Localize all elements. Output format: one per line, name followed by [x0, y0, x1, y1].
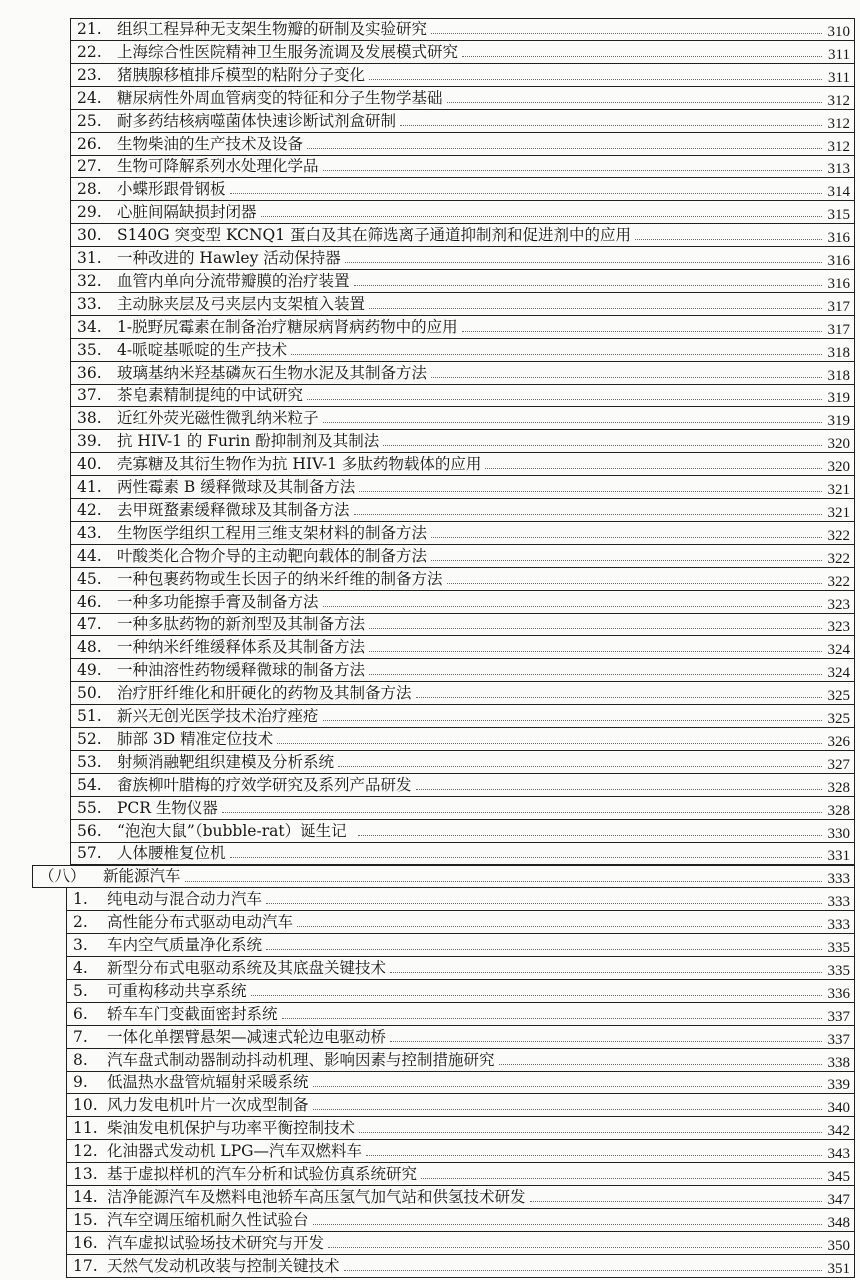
entry-number: 23. — [77, 65, 102, 84]
entry-title: 1-脱野尻霉素在制备治疗糖尿病肾病药物中的应用 — [117, 317, 458, 336]
page-number: 333 — [827, 917, 850, 934]
entry-title: 主动脉夹层及弓夹层内支架植入装置 — [117, 294, 366, 313]
page-number: 316 — [827, 230, 850, 247]
page-number: 348 — [827, 1214, 850, 1231]
toc-entry[interactable] — [66, 911, 855, 934]
entry-number: 40. — [77, 455, 102, 474]
page-number: 322 — [827, 573, 850, 590]
entry-title: 畲族柳叶腊梅的疗效学研究及系列产品研发 — [117, 775, 412, 794]
page-number: 314 — [827, 184, 850, 201]
entry-number: 47. — [77, 615, 102, 634]
entry-number: 6. — [73, 1004, 88, 1023]
toc-entry[interactable] — [70, 339, 855, 362]
dot-leader — [338, 766, 822, 767]
page-number: 318 — [827, 344, 850, 361]
entry-number: 14. — [73, 1187, 98, 1206]
entry-number: 8. — [73, 1050, 88, 1069]
entry-title: 低温热水盘管炕辐射采暖系统 — [107, 1073, 309, 1092]
page-number: 322 — [827, 527, 850, 544]
dot-leader — [421, 1178, 822, 1179]
dot-leader — [366, 1155, 822, 1156]
entry-title: 一种油溶性药物缓释微球的制备方法 — [117, 661, 366, 680]
toc-entry[interactable] — [66, 1163, 855, 1186]
entry-number: 35. — [77, 340, 102, 359]
dot-leader — [323, 170, 822, 171]
page-number: 343 — [827, 1146, 850, 1163]
toc-entry[interactable] — [66, 1140, 855, 1163]
toc-entry[interactable] — [70, 224, 855, 247]
dot-leader — [323, 606, 822, 607]
dot-leader — [354, 514, 822, 515]
page-number: 312 — [827, 138, 850, 155]
page-number: 326 — [827, 733, 850, 750]
section-title: 新能源汽车 — [103, 867, 181, 886]
page-number: 338 — [827, 1054, 850, 1071]
entry-number: 31. — [77, 249, 102, 267]
dot-leader — [369, 628, 822, 629]
page-number: 336 — [827, 985, 850, 1002]
toc-entry[interactable] — [70, 247, 855, 270]
page-number: 322 — [827, 550, 850, 567]
dot-leader — [297, 926, 822, 927]
toc-entry[interactable] — [70, 384, 855, 407]
entry-number: 7. — [73, 1027, 88, 1046]
dot-leader — [277, 743, 822, 744]
toc-entry[interactable] — [70, 774, 855, 797]
toc-entry[interactable] — [66, 1003, 855, 1026]
page-number: 331 — [827, 848, 850, 865]
entry-title: 一种多肽药物的新剂型及其制备方法 — [117, 615, 366, 634]
toc-entry[interactable] — [70, 110, 855, 133]
entry-title: 车内空气质量净化系统 — [107, 936, 263, 954]
dot-leader — [323, 720, 822, 721]
toc-entry[interactable] — [66, 1049, 855, 1072]
toc-entry[interactable] — [70, 659, 855, 682]
page-number: 351 — [827, 1260, 850, 1277]
page-number: 330 — [827, 825, 850, 842]
entry-title: 肺部 3D 精准定位技术 — [117, 729, 274, 748]
entry-number: 26. — [77, 134, 102, 153]
page-number: 316 — [827, 275, 850, 292]
entry-number: 49. — [77, 661, 102, 680]
toc-entry[interactable] — [66, 980, 855, 1003]
page-number: 310 — [827, 24, 850, 40]
entry-title: 轿车车门变截面密封系统 — [107, 1004, 278, 1023]
entry-title: 玻璃基纳米羟基磷灰石生物水泥及其制备方法 — [117, 363, 428, 382]
page-number: 333 — [827, 894, 850, 911]
dot-leader — [313, 1224, 822, 1225]
toc-entry[interactable] — [66, 1209, 855, 1232]
entry-title: 可重构移动共享系统 — [107, 981, 247, 1000]
dot-leader — [307, 399, 822, 400]
entry-title: 风力发电机叶片一次成型制备 — [107, 1096, 309, 1115]
entry-number: 38. — [77, 409, 102, 428]
entry-number: 1. — [73, 890, 88, 909]
dot-leader — [416, 697, 822, 698]
entry-number: 34. — [77, 317, 102, 336]
entry-number: 5. — [73, 981, 88, 1000]
page-number: 342 — [827, 1123, 850, 1140]
page-number: 319 — [827, 390, 850, 407]
dot-leader — [447, 583, 822, 584]
dot-leader — [222, 812, 822, 813]
toc-entry[interactable] — [66, 934, 855, 957]
entry-title: 抗 HIV-1 的 Furin 酚抑制剂及其制法 — [117, 432, 380, 451]
entry-title: 高性能分布式驱动电动汽车 — [107, 913, 294, 932]
page-number: 328 — [827, 802, 850, 819]
toc-entry[interactable] — [70, 316, 855, 339]
section-number: （八） — [39, 867, 86, 886]
page-number: 339 — [827, 1077, 850, 1094]
toc-entry[interactable] — [70, 591, 855, 614]
page-number: 317 — [827, 321, 850, 338]
entry-number: 3. — [73, 936, 88, 954]
toc-entry[interactable] — [66, 1255, 855, 1278]
entry-number: 39. — [77, 432, 102, 451]
entry-title: 心脏间隔缺损封闭器 — [117, 203, 257, 222]
entry-number: 15. — [73, 1210, 98, 1229]
dot-leader — [313, 1109, 822, 1110]
toc-entry[interactable] — [66, 1094, 855, 1117]
page-number: 323 — [827, 619, 850, 636]
entry-title: 柴油发电机保护与功率平衡控制技术 — [107, 1119, 356, 1138]
toc-entry[interactable] — [70, 751, 855, 774]
toc-entry[interactable] — [70, 545, 855, 568]
entry-title: 纯电动与混合动力汽车 — [107, 890, 263, 909]
page-number: 328 — [827, 779, 850, 796]
entry-title: 天然气发动机改装与控制关键技术 — [107, 1256, 340, 1275]
dot-leader — [369, 651, 822, 652]
page-number: 317 — [827, 298, 850, 315]
page-number: 350 — [827, 1237, 850, 1254]
toc-entry[interactable] — [70, 728, 855, 751]
entry-number: 50. — [77, 684, 102, 703]
toc-entry[interactable] — [70, 705, 855, 728]
toc-entry[interactable] — [70, 270, 855, 293]
page-number: 311 — [828, 46, 850, 63]
entry-title: 上海综合性医院精神卫生服务流调及发展模式研究 — [117, 42, 459, 61]
page-number: 323 — [827, 596, 850, 613]
page-number: 335 — [827, 962, 850, 979]
entry-title: S140G 突变型 KCNQ1 蛋白及其在筛选离子通道抑制剂和促进剂中的应用 — [117, 226, 632, 245]
page-number: 324 — [827, 642, 850, 659]
dot-leader — [282, 1018, 822, 1019]
entry-number: 17. — [73, 1256, 98, 1275]
entry-number: 22. — [77, 42, 102, 61]
dot-leader — [345, 262, 822, 263]
entry-number: 16. — [73, 1233, 98, 1252]
entry-number: 41. — [77, 478, 102, 496]
entry-title: 人体腰椎复位机 — [117, 844, 226, 863]
toc-entry[interactable] — [70, 201, 855, 224]
entry-title: 近红外荧光磁性微乳纳米粒子 — [117, 409, 319, 428]
entry-number: 21. — [77, 20, 102, 38]
dot-leader — [251, 995, 822, 996]
toc-entry[interactable] — [70, 18, 855, 41]
page-number: 335 — [827, 940, 850, 956]
page-number: 321 — [827, 504, 850, 521]
entry-title: 汽车虚拟试验场技术研究与开发 — [107, 1233, 325, 1252]
dot-leader — [354, 285, 822, 286]
entry-number: 4. — [73, 958, 88, 977]
dot-leader — [390, 1041, 822, 1042]
toc-entry[interactable] — [70, 522, 855, 545]
entry-number: 45. — [77, 569, 102, 588]
entry-title: 一种包裹药物或生长因子的纳米纤维的制备方法 — [117, 569, 443, 588]
toc-entry[interactable] — [70, 87, 855, 110]
entry-number: 44. — [77, 546, 102, 565]
page-number: 325 — [827, 711, 850, 727]
page-number: 337 — [827, 1008, 850, 1025]
toc-entry[interactable] — [66, 957, 855, 980]
entry-number: 30. — [77, 226, 102, 245]
dot-leader — [400, 125, 822, 126]
dot-leader — [383, 445, 822, 446]
toc-entry[interactable] — [70, 362, 855, 385]
page-number: 320 — [827, 436, 850, 453]
entry-number: 12. — [73, 1142, 98, 1161]
entry-number: 57. — [77, 844, 102, 863]
entry-number: 42. — [77, 500, 102, 519]
entry-number: 11. — [73, 1119, 98, 1138]
dot-leader — [358, 835, 822, 836]
page-number: 312 — [827, 115, 850, 132]
dot-leader — [230, 193, 822, 194]
toc-entry[interactable] — [70, 820, 855, 843]
dot-leader — [431, 377, 822, 378]
page-number: 327 — [827, 756, 850, 773]
dot-leader — [369, 308, 822, 309]
entry-title: 化油器式发动机 LPG—汽车双燃料车 — [107, 1142, 363, 1161]
toc-entry[interactable] — [70, 133, 855, 156]
dot-leader — [462, 56, 822, 57]
dot-leader — [369, 674, 822, 675]
entry-title: “泡泡大鼠”（bubble-rat）诞生记 — [117, 821, 347, 840]
entry-title: PCR 生物仪器 — [117, 798, 218, 817]
entry-number: 48. — [77, 638, 102, 657]
toc-entry[interactable] — [70, 613, 855, 636]
entry-title: 一体化单摆臂悬架—减速式轮边电驱动桥 — [107, 1027, 387, 1046]
dot-leader — [530, 1201, 822, 1202]
entry-title: 射频消融靶组织建模及分析系统 — [117, 752, 335, 771]
dot-leader — [485, 468, 822, 469]
page-number: 324 — [827, 665, 850, 682]
toc-entry[interactable] — [70, 568, 855, 591]
entry-title: 汽车盘式制动器制动抖动机理、影响因素与控制措施研究 — [107, 1050, 495, 1069]
toc-entry[interactable] — [70, 293, 855, 316]
entry-number: 13. — [73, 1165, 98, 1183]
entry-number: 25. — [77, 111, 102, 130]
page-number: 340 — [827, 1100, 850, 1117]
entry-title: 一种改进的 Hawley 活动保持器 — [117, 249, 341, 267]
page-number: 318 — [827, 367, 850, 384]
dot-leader — [431, 537, 822, 538]
entry-number: 52. — [77, 729, 102, 748]
dot-leader — [462, 331, 822, 332]
dot-leader — [447, 102, 822, 103]
toc-entry[interactable] — [70, 682, 855, 705]
dot-leader — [266, 949, 822, 950]
entry-number: 32. — [77, 271, 102, 290]
page-number: 312 — [827, 92, 850, 109]
entry-number: 55. — [77, 798, 102, 817]
dot-leader — [261, 216, 822, 217]
entry-title: 去甲斑蝥素缓释微球及其制备方法 — [117, 500, 350, 519]
page-number: 347 — [827, 1191, 850, 1208]
dot-leader — [313, 1086, 822, 1087]
toc-entry[interactable] — [70, 499, 855, 522]
dot-leader — [359, 1132, 822, 1133]
dot-leader — [635, 239, 822, 240]
dot-leader — [185, 881, 822, 882]
entry-title: 茶皂素精制提纯的中试研究 — [117, 386, 304, 405]
entry-title: 组织工程异种无支架生物瓣的研制及实验研究 — [117, 20, 428, 38]
dot-leader — [307, 148, 822, 149]
page-number: 345 — [827, 1169, 850, 1185]
page-number: 315 — [827, 207, 850, 224]
entry-title: 两性霉素 B 缓释微球及其制备方法 — [117, 478, 356, 496]
entry-title: 洁净能源汽车及燃料电池轿车高压氢气加气站和供氢技术研发 — [107, 1187, 526, 1206]
entry-title: 一种多功能擦手膏及制备方法 — [117, 592, 319, 611]
entry-title: 叶酸类化合物介导的主动靶向载体的制备方法 — [117, 546, 428, 565]
toc-entry[interactable] — [70, 453, 855, 476]
entry-title: 壳寡糖及其衍生物作为抗 HIV-1 多肽药物载体的应用 — [117, 455, 482, 474]
toc-entry[interactable] — [70, 407, 855, 430]
dot-leader — [291, 354, 822, 355]
toc-entry[interactable] — [66, 1186, 855, 1209]
entry-number: 36. — [77, 363, 102, 382]
dot-leader — [328, 1247, 822, 1248]
toc-entry[interactable] — [70, 636, 855, 659]
toc-entry[interactable] — [70, 64, 855, 87]
toc-entry[interactable] — [66, 1232, 855, 1255]
entry-title: 新型分布式电驱动系统及其底盘关键技术 — [107, 958, 387, 977]
entry-number: 27. — [77, 157, 102, 176]
entry-title: 一种纳米纤维缓释体系及其制备方法 — [117, 638, 366, 657]
page-number: 320 — [827, 459, 850, 476]
dot-leader — [344, 1270, 822, 1271]
entry-number: 33. — [77, 294, 102, 313]
toc-entry[interactable] — [66, 1071, 855, 1094]
toc-entry[interactable] — [70, 797, 855, 820]
toc-entry[interactable] — [70, 155, 855, 178]
entry-number: 56. — [77, 821, 102, 840]
entry-title: 新兴无创光医学技术治疗痤疮 — [117, 707, 319, 725]
entry-title: 治疗肝纤维化和肝硬化的药物及其制备方法 — [117, 684, 412, 703]
page-number: 319 — [827, 413, 850, 430]
entry-title: 糖尿病性外周血管病变的特征和分子生物学基础 — [117, 88, 443, 107]
toc-entry[interactable] — [70, 41, 855, 64]
dot-leader — [359, 491, 822, 492]
entry-number: 54. — [77, 775, 102, 794]
entry-title: 4-哌啶基哌啶的生产技术 — [117, 340, 288, 359]
toc-entry[interactable] — [70, 178, 855, 201]
entry-number: 43. — [77, 523, 102, 542]
entry-number: 37. — [77, 386, 102, 405]
page-number: 321 — [827, 482, 850, 498]
entry-number: 53. — [77, 752, 102, 771]
entry-number: 24. — [77, 88, 102, 107]
entry-title: 耐多药结核病噬菌体快速诊断试剂盒研制 — [117, 111, 397, 130]
entry-number: 46. — [77, 592, 102, 611]
entry-number: 28. — [77, 180, 102, 199]
toc-entry[interactable] — [66, 888, 855, 911]
entry-title: 基于虚拟样机的汽车分析和试验仿真系统研究 — [107, 1165, 418, 1183]
page-number: 337 — [827, 1031, 850, 1048]
page-number: 313 — [827, 161, 850, 178]
entry-title: 血管内单向分流带瓣膜的治疗装置 — [117, 271, 350, 290]
toc-entry[interactable] — [66, 1026, 855, 1049]
toc-entry[interactable] — [70, 476, 855, 499]
page-number: 311 — [828, 69, 850, 86]
dot-leader — [266, 903, 822, 904]
toc-entry[interactable] — [70, 842, 855, 865]
toc-entry[interactable] — [70, 430, 855, 453]
toc-entry[interactable] — [66, 1117, 855, 1140]
entry-title: 小蝶形跟骨钢板 — [117, 180, 226, 199]
entry-number: 29. — [77, 203, 102, 222]
dot-leader — [431, 560, 822, 561]
section-heading[interactable] — [32, 865, 855, 888]
entry-number: 51. — [77, 707, 102, 725]
dot-leader — [323, 422, 822, 423]
page-number: 333 — [827, 871, 850, 888]
entry-title: 猪胰腺移植排斥模型的粘附分子变化 — [117, 65, 366, 84]
dot-leader — [390, 972, 822, 973]
entry-title: 生物可降解系列水处理化学品 — [117, 157, 319, 176]
dot-leader — [431, 33, 822, 34]
dot-leader — [369, 79, 822, 80]
entry-title: 生物医学组织工程用三维支架材料的制备方法 — [117, 523, 428, 542]
entry-number: 10. — [73, 1096, 98, 1115]
entry-title: 生物柴油的生产技术及设备 — [117, 134, 304, 153]
entry-number: 2. — [73, 913, 88, 932]
dot-leader — [230, 857, 822, 858]
dot-leader — [499, 1064, 822, 1065]
page-number: 325 — [827, 688, 850, 705]
entry-number: 9. — [73, 1073, 88, 1092]
entry-title: 汽车空调压缩机耐久性试验台 — [107, 1210, 309, 1229]
page-number: 316 — [827, 253, 850, 269]
dot-leader — [416, 789, 822, 790]
